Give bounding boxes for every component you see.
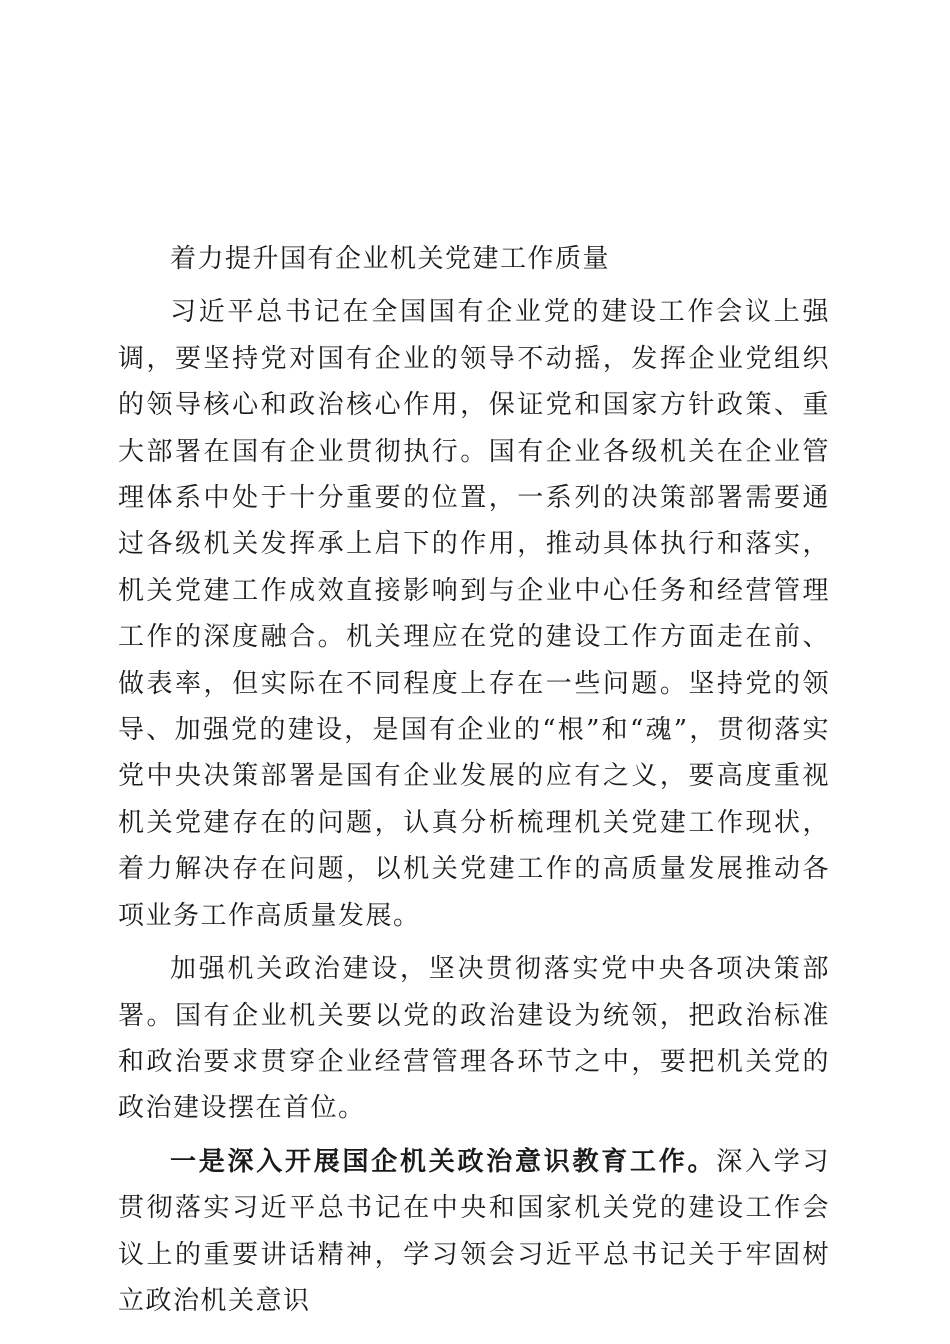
paragraph-point-one-text: 深入学习贯彻落实习近平总书记在中央和国家机关党的建设工作会议上的重要讲话精神，学习领会习近平总书记关于牢固树立政治机关意识	[118, 1146, 830, 1316]
paragraph-point-one-heading: 一是深入开展国企机关政治意识教育工作。	[170, 1146, 717, 1177]
document-body	[118, 236, 830, 1324]
document-title: 着力提升国有企业机关党建工作质量	[170, 244, 611, 274]
paragraph-political-building: 加强机关政治建设，坚决贯彻落实党中央各项决策部署。国有企业机关要以党的政治建设为统领，把政治标准和政治要求贯穿企业经营管理各环节之中，要把机关党的政治建设摆在首位。	[118, 954, 830, 1124]
paragraph-point-one	[118, 1139, 830, 1325]
paragraph-intro: 习近平总书记在全国国有企业党的建设工作会议上强调，要坚持党对国有企业的领导不动摇，发挥企业党组织的领导核心和政治核心作用，保证党和国家方针政策、重大部署在国有企业贯彻执行。国有企业各级机关在企业管理体系中处于十分重要的位置，一系列的决策部署需要通过各级机关发挥承上启下的作用，推动具体执行和落实，机关党建工作成效直接影响到与企业中心任务和经营管理工作的深度融合。机关理应在党的建设工作方面走在前、做表率，但实际在不同程度上存在一些问题。坚持党的领导、加强党的建设，是国有企业的“根”和“魂”，贯彻落实党中央决策部署是国有企业发展的应有之义，要高度重视机关党建存在的问题，认真分析梳理机关党建工作现状，着力解决存在问题，以机关党建工作的高质量发展推动各项业务工作高质量发展。	[118, 297, 830, 931]
